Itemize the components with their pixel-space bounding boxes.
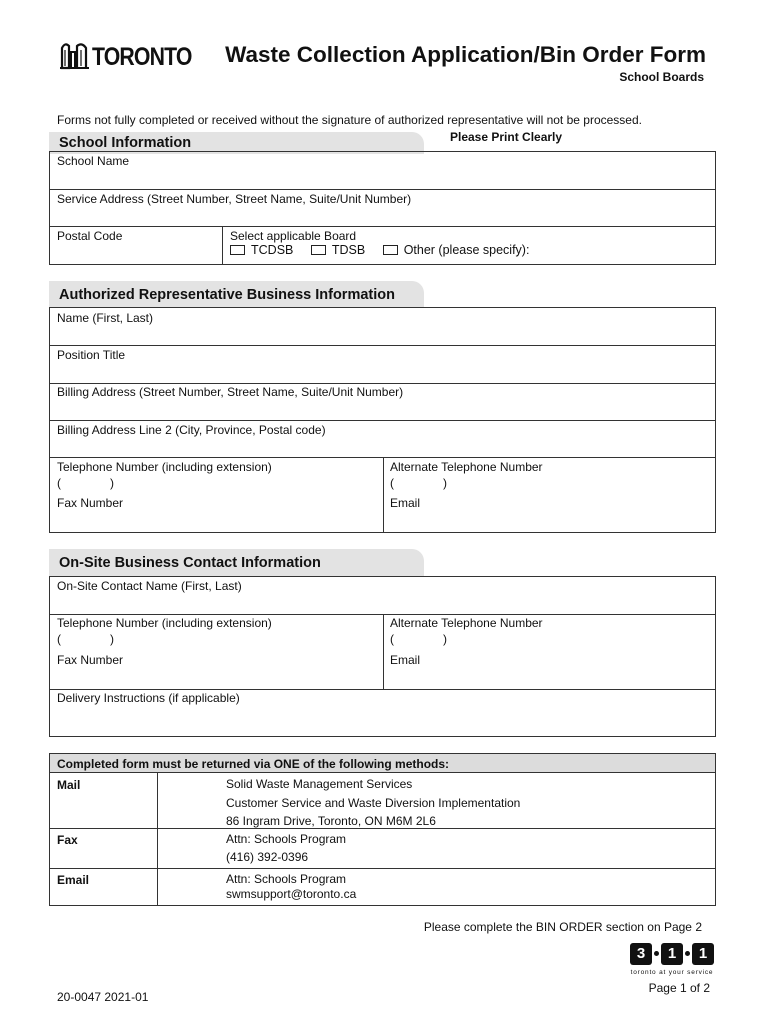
mail-label: Mail [57,778,81,792]
onsite-fax-field[interactable]: Fax Number [57,653,124,667]
checkbox[interactable] [383,245,398,255]
dot-icon [654,951,659,956]
divider [49,868,716,869]
onsite-contact-heading-text: On-Site Business Contact Information [59,554,321,571]
logo-wordmark: TORONTO [92,43,192,71]
form-subtitle: School Boards [619,70,704,84]
rep-fax-field[interactable]: Fax Number [57,496,124,510]
option-label: Other (please specify): [403,243,530,257]
form-title: Waste Collection Application/Bin Order Form [225,42,706,67]
divider [49,689,716,690]
digit: 1 [692,943,714,965]
mail-line: Solid Waste Management Services [226,777,413,791]
rep-telephone-field[interactable]: Telephone Number (including extension) [57,460,272,474]
rep-alt-telephone-field[interactable]: Alternate Telephone Number [390,460,543,474]
mail-line: 86 Ingram Drive, Toronto, ON M6M 2L6 [226,814,436,828]
divider [49,189,716,190]
form-number: 20-0047 2021-01 [57,990,149,1004]
return-methods-heading [50,754,715,772]
paren-open: ( [390,476,394,490]
paren-close: ) [443,632,447,646]
paren-close: ) [110,632,114,646]
rep-name-field[interactable]: Name (First, Last) [57,311,154,325]
school-name-field[interactable]: School Name [57,154,130,168]
print-clearly-note: Please Print Clearly [450,130,563,144]
postal-code-field[interactable]: Postal Code [57,229,123,243]
divider [383,614,384,689]
service-address-field[interactable]: Service Address (Street Number, Street Name, Suite/Unit Number) [57,192,412,206]
divider [49,772,716,773]
onsite-alt-telephone-field[interactable]: Alternate Telephone Number [390,616,543,630]
email-line: Attn: Schools Program [226,872,347,886]
board-options [230,243,543,257]
checkbox[interactable] [230,245,245,255]
signature-notice: Forms not fully completed or received without the signature of authorized representative will not be processed. [57,113,642,127]
fax-line: Attn: Schools Program [226,832,347,846]
option-label: TCDSB [251,243,294,257]
onsite-contact-heading [49,549,424,576]
board-option-other[interactable] [383,243,530,257]
rep-position-field[interactable]: Position Title [57,348,126,362]
divider [383,457,384,533]
logo-311 [628,943,716,976]
onsite-email-field[interactable]: Email [390,653,421,667]
fax-line: (416) 392-0396 [226,850,309,864]
board-option-tcdsb[interactable] [230,243,293,257]
onsite-name-field[interactable]: On-Site Contact Name (First, Last) [57,579,242,593]
divider [49,420,716,421]
divider [49,226,716,227]
digit: 1 [661,943,683,965]
divider [49,383,716,384]
authorized-rep-heading [49,281,424,308]
divider [222,226,223,265]
school-info-heading-text: School Information [59,135,192,151]
divider [49,345,716,346]
email-label: Email [57,873,90,887]
delivery-instructions-field[interactable]: Delivery Instructions (if applicable) [57,691,240,705]
digit: 3 [630,943,652,965]
board-select-label: Select applicable Board [230,229,357,243]
checkbox[interactable] [311,245,326,255]
paren-close: ) [443,476,447,490]
logo-311-tagline: toronto at your service [630,969,714,976]
paren-close: ) [110,476,114,490]
onsite-telephone-field[interactable]: Telephone Number (including extension) [57,616,272,630]
paren-open: ( [57,632,61,646]
return-methods-heading-text: Completed form must be returned via ONE of the following methods: [57,757,450,771]
paren-open: ( [390,632,394,646]
rep-email-field[interactable]: Email [390,496,421,510]
option-label: TDSB [331,243,366,257]
email-address-link[interactable]: swmsupport@toronto.ca [226,887,357,901]
city-hall-icon [60,40,90,70]
dot-icon [685,951,690,956]
toronto-logo [60,34,209,70]
bin-order-note: Please complete the BIN ORDER section on Page 2 [423,920,702,934]
rep-billing-address-field[interactable]: Billing Address (Street Number, Street Name, Suite/Unit Number) [57,385,404,399]
mail-line: Customer Service and Waste Diversion Implementation [226,796,521,810]
board-option-tdsb[interactable] [311,243,365,257]
paren-open: ( [57,476,61,490]
authorized-rep-heading-text: Authorized Representative Business Information [59,286,395,303]
page-number: Page 1 of 2 [648,981,710,995]
rep-billing-address-2-field[interactable]: Billing Address Line 2 (City, Province, Postal code) [57,423,326,437]
divider [157,772,158,906]
fax-label: Fax [57,833,78,847]
